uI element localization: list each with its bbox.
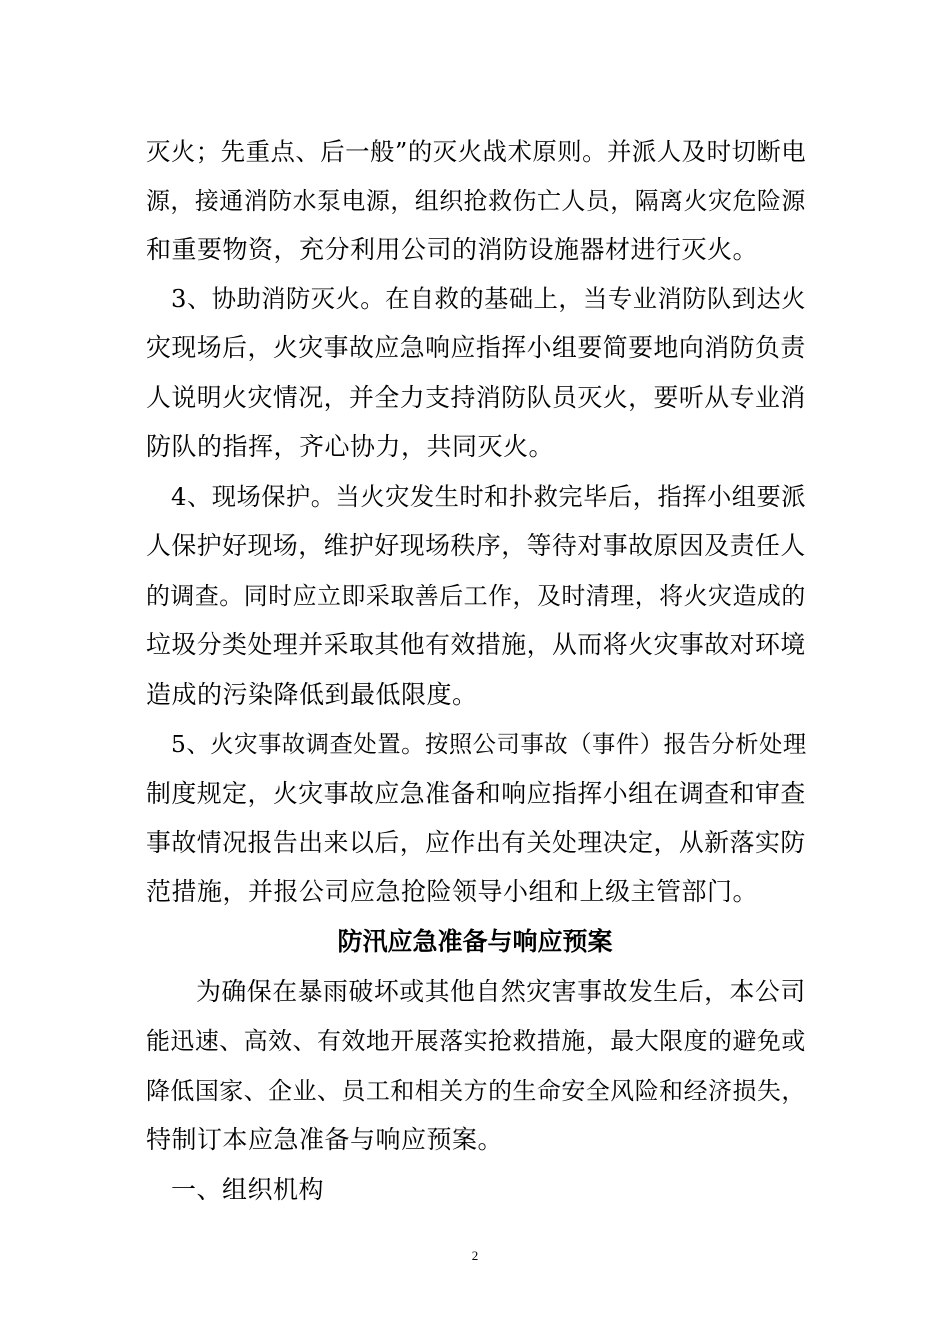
text-line: 能迅速、高效、有效地开展落实抢救措施，最大限度的避免或 [146,1027,806,1055]
text-line: 垃圾分类处理并采取其他有效措施，从而将火灾事故对环境 [146,630,806,659]
subsection-title: 一、组织机构 [171,1175,325,1204]
text-line: 的调查。同时应立即采取善后工作，及时清理，将火灾造成的 [146,582,806,610]
text-line: 源，接通消防水泵电源，组织抢救伤亡人员，隔离火灾危险源 [146,187,806,215]
section-title: 防汛应急准备与响应预案 [337,927,613,956]
text-line: 制度规定，火灾事故应急准备和响应指挥小组在调查和审查 [146,779,806,808]
text-line: 人说明火灾情况，并全力支持消防队员灭火，要听从专业消 [146,383,806,412]
text-line: 灾现场后，火灾事故应急响应指挥小组要简要地向消防负责 [146,333,806,362]
text-line: 3、协助消防灭火。在自救的基础上，当专业消防队到达火 [171,284,807,313]
text-line: 4、现场保护。当火灾发生时和扑救完毕后，指挥小组要派 [171,482,807,511]
page-number: 2 [471,1248,479,1263]
text-line: 事故情况报告出来以后，应作出有关处理决定，从新落实防 [146,828,806,857]
text-line: 造成的污染降低到最低限度。 [146,680,478,709]
text-line: 范措施，并报公司应急抢险领导小组和上级主管部门。 [146,877,759,906]
text-line: 人保护好现场，维护好现场秩序，等待对事故原因及责任人 [146,531,806,560]
text-line: 防队的指挥，齐心协力，共同灭火。 [146,432,555,461]
text-line: 特制订本应急准备与响应预案。 [146,1125,504,1154]
text-line: 降低国家、企业、员工和相关方的生命安全风险和经济损失， [146,1077,806,1105]
text-line: 灭火；先重点、后一般”的灭火战术原则。并派人及时切断电 [146,137,807,166]
text-line: 为确保在暴雨破坏或其他自然灾害事故发生后，本公司 [196,977,806,1006]
text-line: 5、火灾事故调查处置。按照公司事故（事件）报告分析处理 [171,730,807,758]
text-line: 和重要物资，充分利用公司的消防设施器材进行灭火。 [146,235,759,264]
